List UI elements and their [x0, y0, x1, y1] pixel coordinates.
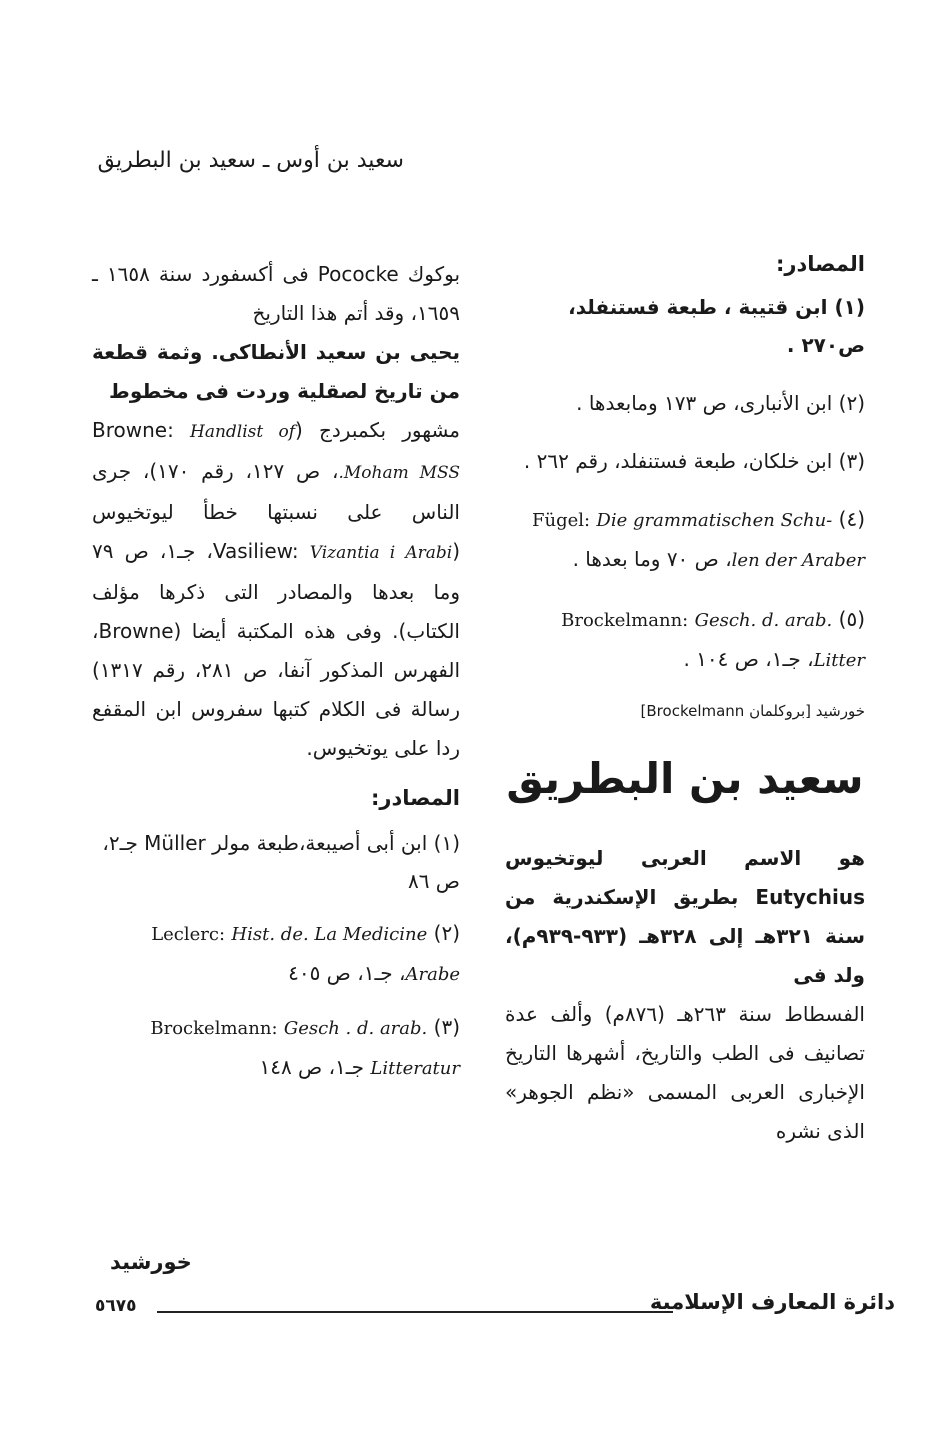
source-title: Gesch. d. arab. Litter — [694, 610, 865, 671]
source-title: Hist. de. La Medicine Arabe — [231, 924, 460, 985]
page-number: ٥٦٧٥ — [95, 1296, 137, 1316]
source-number: (٤) — [838, 507, 865, 531]
source-item — [505, 600, 865, 680]
source-title: Gesch . d. arab. Litteratur — [283, 1018, 460, 1079]
source-item: (٣) ابن خلكان، طبعة فستنفلد، رقم ٢٦٢ . — [523, 449, 865, 473]
source-item — [92, 1008, 460, 1088]
left-column — [92, 255, 460, 1102]
source-number: (٥) — [838, 607, 865, 631]
source-detail: ، جـ١، ص ١٠٤ . — [683, 647, 814, 671]
source-number: (٣) — [433, 1015, 460, 1039]
paragraph-bold: يحيى بن سعيد الأنطاكى. وثمة قطعة من تاريخ لصقلية وردت فى مخطوط — [92, 340, 460, 403]
article-title: سعيد بن البطريق — [506, 754, 864, 803]
source-author: Fügel: — [531, 510, 591, 531]
source-number: (١) — [433, 831, 460, 855]
right-column — [505, 252, 865, 1151]
signature: خورشيد [بروكلمان Brockelmann] — [640, 702, 865, 720]
source-detail: جـ١، ص ١٤٨ — [259, 1055, 371, 1079]
author-signature: خورشيد — [110, 1250, 192, 1274]
source-text: ابن أبى أصيبعة،طبعة مولر Müller جـ٢، ص ٨٦ — [102, 831, 460, 893]
sources-heading: المصادر: — [775, 252, 865, 276]
running-header: سعيد بن أوس ـ سعيد بن البطريق — [97, 148, 404, 173]
paragraph: بوكوك Pococke فى أكسفورد سنة ١٦٥٨ ـ ١٦٥٩، وقد أتم هذا التاريخ — [92, 262, 461, 325]
publication-title: دائرة المعارف الإسلامية — [649, 1290, 895, 1314]
page-footer — [95, 1290, 895, 1326]
source-detail: ، جـ١، ص ٤٠٥ — [288, 961, 406, 985]
citation-title: Handlist of Moham MSS. — [190, 422, 460, 483]
source-author: Leclerc: — [151, 924, 226, 945]
text-run: ، جـ١، ص ٧٩ وما بعدها والمصادر التى ذكرها مؤلف الكتاب). وفى هذه المكتبة أيضا (Browne، الفهرس المذكور آنفا، ص ٢٨١، رقم ١٣١٧) رسالة فى الكلام كتبها سفروس ابن المقفع ردا على يوتخيوس. — [92, 539, 461, 760]
source-item — [92, 824, 460, 900]
footer-rule — [157, 1311, 673, 1313]
source-author: Brockelmann: — [561, 610, 689, 631]
article-paragraph-bold: هو الاسم العربى ليوتخيوس Eutychius بطريق الإسكندرية من سنة ٣٢١هـ إلى ٣٢٨هـ (٩٣٣-٩٣٩م)، ولد فى — [505, 846, 865, 987]
source-title: Die grammatischen Schu- len der Araber — [596, 510, 865, 571]
source-item: (٢) ابن الأنبارى، ص ١٧٣ ومابعدها . — [576, 391, 865, 415]
source-item — [505, 500, 865, 580]
text-run: ، ص ١٢٧، رقم ١٧٠)، جرى الناس على نسبتها خطأ ليوتخيوس (Vasiliew: — [92, 459, 461, 563]
article-paragraph: الفسطاط سنة ٢٦٣هـ (٨٧٦م) وألف عدة تصانيف فى الطب والتاريخ، أشهرها التاريخ الإخبارى العربى المسمى «نظم الجوهر» الذى نشره — [505, 1002, 865, 1143]
sources-heading: المصادر: — [370, 786, 460, 810]
source-item — [92, 914, 460, 994]
source-item: (١) ابن قتيبة ، طبعة فستنفلد، ص٢٧٠ . — [568, 295, 865, 357]
text-run: مشهور بكمبردج (Browne: — [92, 418, 460, 442]
source-number: (٢) — [433, 921, 460, 945]
source-detail: ، ص ٧٠ وما بعدها . — [572, 547, 732, 571]
paragraph — [92, 411, 460, 768]
citation-title: Vizantia i Arabi — [309, 543, 453, 563]
sources-list — [92, 824, 460, 1088]
source-author: Brockelmann: — [150, 1018, 278, 1039]
